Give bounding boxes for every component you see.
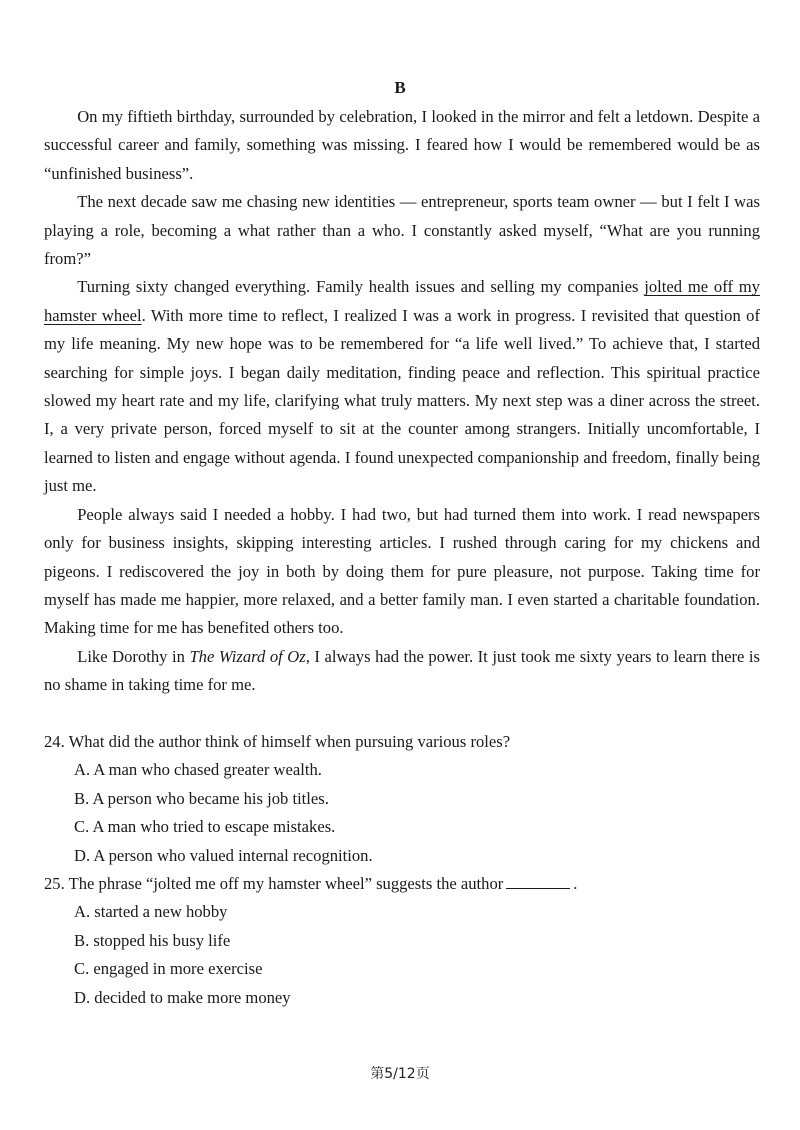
underlined-phrase: jolted me off my hamster wheel bbox=[44, 277, 760, 325]
option-a[interactable]: A. started a new hobby bbox=[74, 902, 228, 922]
passage-paragraph-3 bbox=[44, 273, 760, 500]
passage-paragraph-4: People always said I needed a hobby. I had two, but had turned them into work. I read newspapers only for business insights, skipping interesting articles. I rushed through caring for my chickens and pigeons. I rediscovered the joy in both by doing them for pure pleasure, not purpose. Taking time for myself has made me happier, more relaxed, and a better family man. I even started a charitable foundation. Making time for me has benefited others too. bbox=[44, 504, 760, 638]
passage-paragraph-2: The next decade saw me chasing new identities — entrepreneur, sports team owner — but I felt I was playing a role, becoming a what rather than a who. I constantly asked myself, “What are you running from?” bbox=[44, 192, 760, 269]
question-25 bbox=[44, 870, 760, 1012]
book-title: The Wizard of Oz bbox=[189, 646, 306, 666]
option-c[interactable]: C. A man who tried to escape mistakes. bbox=[74, 817, 336, 837]
question-stem bbox=[44, 870, 760, 898]
option-b[interactable]: B. stopped his busy life bbox=[74, 930, 231, 950]
section-heading: B bbox=[394, 78, 406, 97]
page-number: 第5/12页 bbox=[370, 1066, 430, 1082]
option-b[interactable]: B. A person who became his job titles. bbox=[74, 788, 329, 808]
question-24 bbox=[44, 728, 760, 870]
option-a[interactable]: A. A man who chased greater wealth. bbox=[74, 760, 322, 780]
option-c[interactable]: C. engaged in more exercise bbox=[74, 959, 263, 979]
paragraph-5-text-start: Like Dorothy in bbox=[77, 646, 190, 666]
option-d[interactable]: D. A person who valued internal recognition. bbox=[74, 845, 373, 865]
paragraph-3-text-start: Turning sixty changed everything. Family health issues and selling my companies bbox=[77, 277, 645, 297]
answer-blank bbox=[506, 887, 570, 889]
paragraph-3-text-end: . With more time to reflect, I realized I was a work in progress. I revisited that question of my life meaning. My new hope was to be remembered for “a life well lived.” To achieve that, I started searching for simple joys. I began daily meditation, finding peace and reflection. This spiritual practice slowed my heart rate and my life, clarifying what truly matters. My next step was a diner across the street. I, a very private person, forced myself to sit at the counter among strangers. Initially uncomfortable, I learned to listen and engage without agenda. I found unexpected companionship and freedom, finally being just me. bbox=[44, 305, 760, 496]
option-d[interactable]: D. decided to make more money bbox=[74, 987, 291, 1007]
paragraph-5-text-end: , I always had the power. It just took me sixty years to learn there is no shame in taking time for me. bbox=[44, 646, 760, 695]
question-stem-period: . bbox=[573, 874, 578, 894]
passage-paragraph-1: On my fiftieth birthday, surrounded by celebration, I looked in the mirror and felt a letdown. Despite a successful career and family, something was missing. I feared how I would be remembered would be as “unfinished business”. bbox=[44, 107, 760, 183]
question-block bbox=[44, 728, 760, 1012]
passage-paragraph-5 bbox=[44, 643, 760, 700]
reading-passage bbox=[44, 103, 760, 700]
question-stem-text: 25. The phrase “jolted me off my hamster wheel” suggests the author bbox=[44, 874, 504, 894]
question-stem: 24. What did the author think of himself when pursuing various roles? bbox=[44, 732, 511, 751]
